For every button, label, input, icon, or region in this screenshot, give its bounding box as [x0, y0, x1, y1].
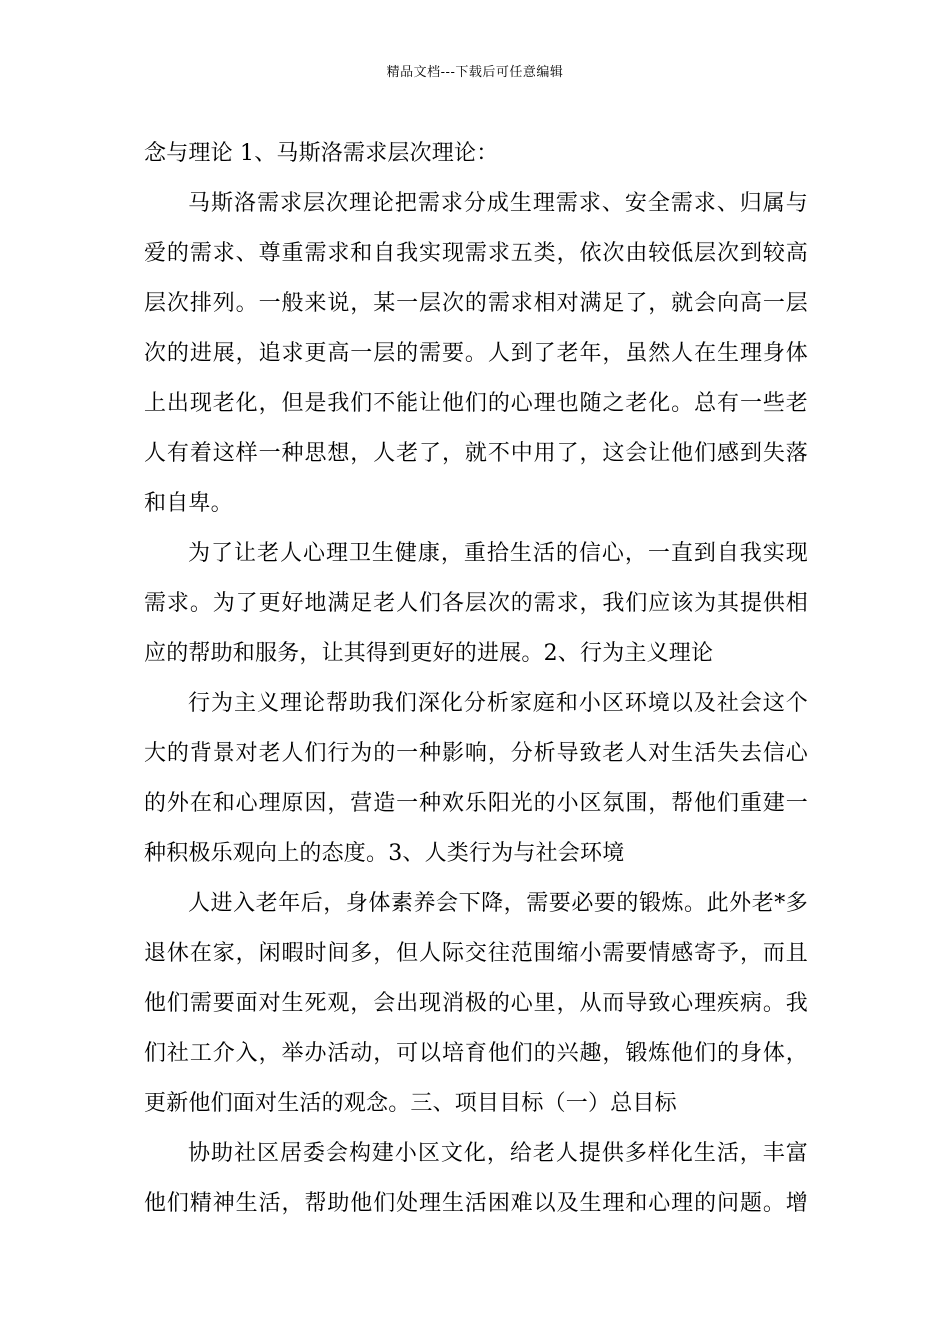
text-line: 退休在家，闲暇时间多，但人际交往范围缩小需要情感寄予，而且 — [144, 941, 808, 966]
text-line: 协助社区居委会构建小区文化，给老人提供多样化生活，丰富 — [188, 1141, 808, 1166]
text-line: 人有着这样一种思想，人老了，就不中用了，这会让他们感到失落 — [144, 441, 808, 466]
text-line: 和自卑。 — [144, 491, 233, 516]
text-line: 爱的需求、尊重需求和自我实现需求五类，依次由较低层次到较高 — [144, 241, 808, 266]
text-line: 层次排列。一般来说，某一层次的需求相对满足了，就会向高一层 — [144, 291, 808, 316]
text-line: 为了让老人心理卫生健康，重拾生活的信心，一直到自我实现 — [188, 541, 808, 566]
text-line: 人进入老年后，身体素养会下降，需要必要的锻炼。此外老*多 — [188, 891, 808, 916]
document-body — [144, 129, 808, 1229]
text-line: 他们精神生活，帮助他们处理生活困难以及生理和心理的问题。增 — [144, 1191, 808, 1216]
text-line: 们社工介入，举办活动，可以培育他们的兴趣，锻炼他们的身体， — [144, 1041, 808, 1066]
text-line: 应的帮助和服务，让其得到更好的进展。2、行为主义理论 — [144, 641, 714, 666]
text-line: 行为主义理论帮助我们深化分析家庭和小区环境以及社会这个 — [188, 691, 808, 716]
text-line: 的外在和心理原因，营造一种欢乐阳光的小区氛围，帮他们重建一 — [144, 791, 808, 816]
text-line: 马斯洛需求层次理论把需求分成生理需求、安全需求、归属与 — [188, 191, 808, 216]
text-line: 念与理论 1、马斯洛需求层次理论： — [144, 141, 499, 166]
text-line: 大的背景对老人们行为的一种影响，分析导致老人对生活失去信心 — [144, 741, 808, 766]
text-line: 上出现老化，但是我们不能让他们的心理也随之老化。总有一些老 — [144, 391, 808, 416]
text-line: 更新他们面对生活的观念。三、项目目标（一）总目标 — [144, 1091, 677, 1116]
text-line: 次的进展，追求更高一层的需要。人到了老年，虽然人在生理身体 — [144, 341, 808, 366]
text-line: 需求。为了更好地满足老人们各层次的需求，我们应该为其提供相 — [144, 591, 808, 616]
text-line: 他们需要面对生死观，会出现消极的心里，从而导致心理疾病。我 — [144, 991, 808, 1016]
text-line: 种积极乐观向上的态度。3、人类行为与社会环境 — [144, 841, 625, 866]
page-header: 精品文档---下载后可任意编辑 — [386, 65, 564, 80]
